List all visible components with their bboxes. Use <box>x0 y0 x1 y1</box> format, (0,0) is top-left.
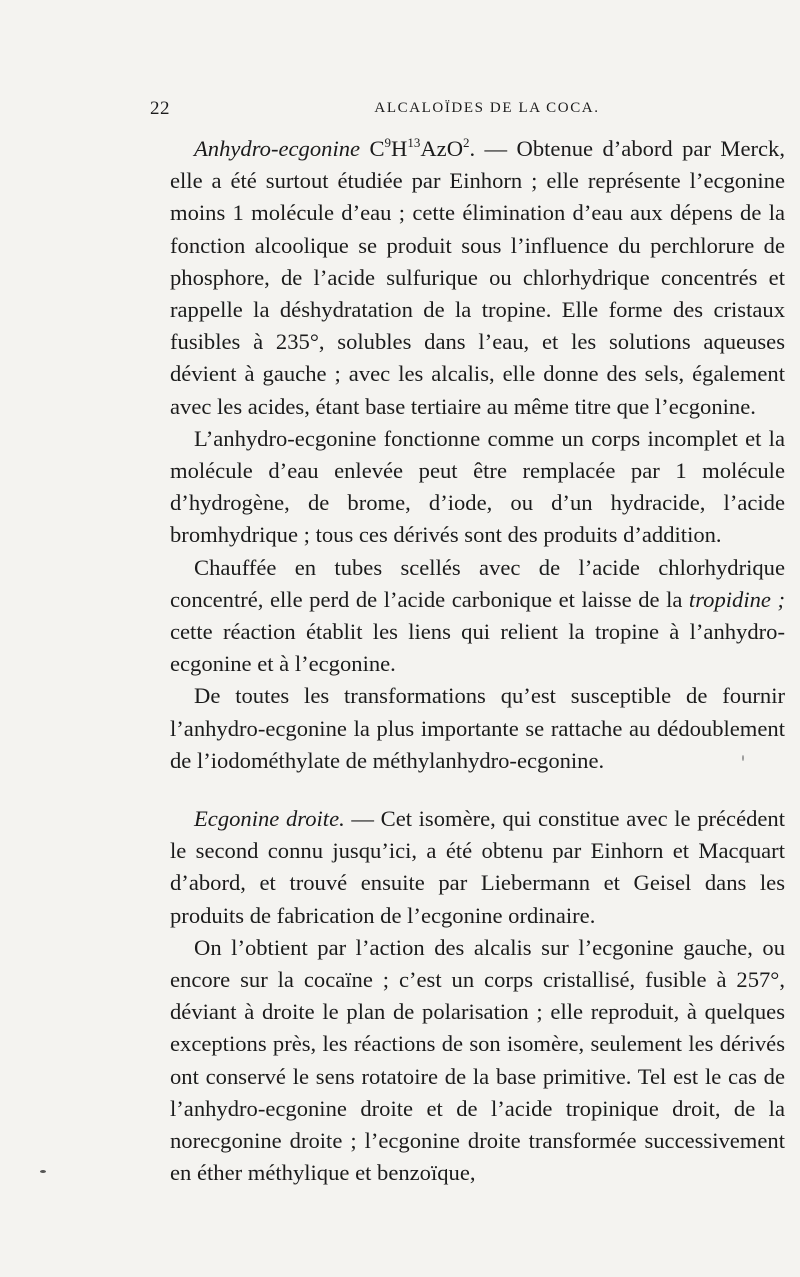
paragraph-ecgonine-droite: Ecgonine droite. — Cet isomère, qui constitue avec le précédent le second connu jusqu’ici, a été obtenu par Einhorn et Macquart d’abord, et trouvé ensuite par Liebermann et Geisel dans les produits de fabrication de l’ecgonine ordinaire. <box>170 806 785 928</box>
page-number: 22 <box>150 98 170 119</box>
term-tropidine: tropidine ; <box>688 586 785 612</box>
running-title: ALCALOÏDES DE LA COCA. <box>374 100 600 116</box>
body-text <box>170 133 785 1190</box>
term-ecgonine-droite: Ecgonine droite. <box>194 806 345 832</box>
paragraph-preparation: On l’obtient par l’action des alcalis sur l’ecgonine gauche, ou encore sur la cocaïne ; c’est un corps cristallisé, fusible à 257°, déviant à droite le plan de polarisation ; elle reproduit, à quelques exceptions près, les réactions de son isomère, seulement les dérivés ont conservé le sens rotatoire de la base primitive. Tel est le cas de l’anhydro-ecgonine droite et de l’acide tropinique droit, de la norecgonine droite ; l’ecgonine droite transformée successivement en éther méthylique et benzoïque, <box>170 934 785 1186</box>
paragraph-tropidine: Chauffée en tubes scellés avec de l’acide chlorhydrique concentré, elle perd de l’acide carbonique et laisse de la tropidine ; cette réaction établit les liens qui relient la tropine à l’anhydro-ecgonine et à l’ecgonine. <box>170 554 785 677</box>
paper-speck <box>40 1170 46 1173</box>
page-header <box>150 98 784 126</box>
paragraph-anhydro-ecgonine <box>170 133 785 423</box>
chemical-formula: $C^9H^{13}AzO^2$ <box>369 135 470 161</box>
paragraph-transformations: De toutes les transformations qu’est susceptible de fournir l’anhydro-ecgonine la plus importante se rattache au dédoublement de l’iodométhylate de méthylanhydro-ecgonine. <box>170 683 785 773</box>
paper-speck <box>742 755 744 761</box>
paragraph-incomplete-body: L’anhydro-ecgonine fonctionne comme un corps incomplet et la molécule d’eau enlevée peut être remplacée par 1 molécule d’hydrogène, de brome, d’iode, ou d’un hydracide, l’acide bromhydrique ; tous ces dérivés sont des produits d’addition. <box>170 425 785 548</box>
term-anhydro-ecgonine: Anhydro-ecgonine <box>194 136 361 161</box>
paragraph-text: . — Obtenue d’abord par Merck, elle a été surtout étudiée par Einhorn ; elle représente l’ecgonine moins 1 molécule d’eau ; cette élimination d’eau aux dépens de la fonction alcoolique se produit sous l’influence du perchlorure de phosphore, de l’acide sulfurique ou chlorhydrique concentrés et rappelle la déshydratation de la tropine. Elle forme des cristaux fusibles à 235°, solubles dans l’eau, et les solutions aqueuses dévient à gauche ; avec les alcalis, elle donne des sels, également avec les acides, étant base tertiaire au même titre que l’ecgonine. <box>170 136 785 419</box>
